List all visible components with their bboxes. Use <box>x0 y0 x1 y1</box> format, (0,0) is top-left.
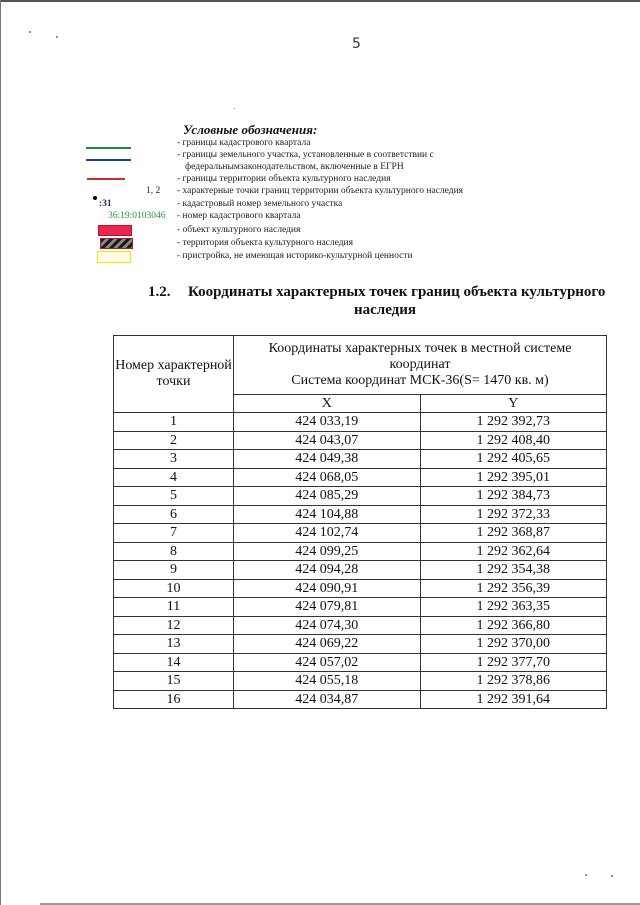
x-coordinate: 424 057,02 <box>234 653 421 672</box>
point-number: 12 <box>114 616 234 635</box>
point-number: 10 <box>114 579 234 598</box>
point-number-header: Номер характерной точки <box>114 336 234 413</box>
y-coordinate: 1 292 377,70 <box>420 653 607 672</box>
cadastral-quarter-label: 36:19:0103046 <box>108 211 166 221</box>
x-coordinate: 424 074,30 <box>234 616 421 635</box>
point-number: 1 <box>114 413 234 432</box>
point-dot-icon <box>93 196 97 200</box>
group-header-line2: координат <box>389 357 451 372</box>
y-coordinate: 1 292 395,01 <box>420 468 607 487</box>
scan-edge-top <box>0 0 640 2</box>
group-header-line1: Координаты характерных точек в местной системе <box>268 341 572 356</box>
table-row <box>114 598 607 617</box>
y-coordinate: 1 292 354,38 <box>420 561 607 580</box>
legend-item-text: - границы кадастрового квартала <box>177 138 311 148</box>
x-coordinate: 424 033,19 <box>234 413 421 432</box>
x-coordinate: 424 094,28 <box>234 561 421 580</box>
section-title-line1: Координаты характерных точек границ объекта культурного <box>188 284 606 300</box>
table-row <box>114 505 607 524</box>
point-number: 14 <box>114 653 234 672</box>
table-row <box>114 524 607 543</box>
table-row <box>114 579 607 598</box>
x-column-header: X <box>234 395 421 413</box>
point-number: 11 <box>114 598 234 617</box>
y-coordinate: 1 292 408,40 <box>420 431 607 450</box>
point-numbers-label: 1, 2 <box>146 186 161 196</box>
point-number: 8 <box>114 542 234 561</box>
table-row <box>114 672 607 691</box>
legend-item-text: - территория объекта культурного наследия <box>177 238 353 248</box>
table-row <box>114 653 607 672</box>
legend-item-text: - границы земельного участка, установленные в соответствии с <box>177 150 434 160</box>
point-number: 3 <box>114 450 234 469</box>
point-number: 6 <box>114 505 234 524</box>
coordinates-table <box>113 335 607 709</box>
x-coordinate: 424 090,91 <box>234 579 421 598</box>
section-number: 1.2. <box>148 284 171 300</box>
scan-speck <box>611 875 613 877</box>
x-coordinate: 424 043,07 <box>234 431 421 450</box>
y-column-header: Y <box>420 395 607 413</box>
y-coordinate: 1 292 366,80 <box>420 616 607 635</box>
table-row <box>114 690 607 709</box>
point-number: 16 <box>114 690 234 709</box>
point-number: 4 <box>114 468 234 487</box>
y-coordinate: 1 292 363,35 <box>420 598 607 617</box>
point-number: 15 <box>114 672 234 691</box>
heritage-object-swatch <box>98 225 132 236</box>
y-coordinate: 1 292 405,65 <box>420 450 607 469</box>
y-coordinate: 1 292 384,73 <box>420 487 607 506</box>
scan-speck <box>56 36 58 38</box>
y-coordinate: 1 292 392,73 <box>420 413 607 432</box>
legend-item-text: - кадастровый номер земельного участка <box>177 199 343 209</box>
point-number: 13 <box>114 635 234 654</box>
y-coordinate: 1 292 370,00 <box>420 635 607 654</box>
table-row <box>114 616 607 635</box>
legend-title: Условные обозначения: <box>183 122 318 137</box>
x-coordinate: 424 049,38 <box>234 450 421 469</box>
table-row <box>114 487 607 506</box>
section-title-line2: наследия <box>353 302 417 318</box>
y-coordinate: 1 292 372,33 <box>420 505 607 524</box>
red-line-swatch <box>87 178 125 180</box>
page-number: 5 <box>352 36 361 52</box>
x-coordinate: 424 079,81 <box>234 598 421 617</box>
scan-edge-left <box>0 0 1 905</box>
y-coordinate: 1 292 391,64 <box>420 690 607 709</box>
x-coordinate: 424 099,25 <box>234 542 421 561</box>
group-header-line3: Система координат МСК-36(S= 1470 кв. м) <box>291 373 549 388</box>
coordinates-group-header <box>234 336 607 395</box>
cadastral-parcel-label: :31 <box>99 199 112 209</box>
point-number: 2 <box>114 431 234 450</box>
annex-yellow-swatch <box>97 251 131 263</box>
scan-speck <box>234 108 235 109</box>
x-coordinate: 424 069,22 <box>234 635 421 654</box>
y-coordinate: 1 292 362,64 <box>420 542 607 561</box>
x-coordinate: 424 102,74 <box>234 524 421 543</box>
legend-item-text: федеральнымзаконодательством, включенные в ЕГРН <box>185 162 404 172</box>
table-row <box>114 468 607 487</box>
point-number: 7 <box>114 524 234 543</box>
table-row <box>114 431 607 450</box>
legend-item-text: - границы территории объекта культурного наследия <box>177 174 391 184</box>
x-coordinate: 424 055,18 <box>234 672 421 691</box>
scan-speck <box>29 31 31 33</box>
blue-line-swatch <box>86 159 131 161</box>
legend-item-text: - пристройка, не имеющая историко-культурной ценности <box>177 251 413 261</box>
x-coordinate: 424 085,29 <box>234 487 421 506</box>
table-row <box>114 450 607 469</box>
table-row <box>114 542 607 561</box>
y-coordinate: 1 292 368,87 <box>420 524 607 543</box>
point-number: 5 <box>114 487 234 506</box>
y-coordinate: 1 292 378,86 <box>420 672 607 691</box>
table-row <box>114 635 607 654</box>
scan-speck <box>585 874 587 876</box>
table-row <box>114 413 607 432</box>
legend-item-text: - характерные точки границ территории объекта культурного наследия <box>177 186 464 196</box>
x-coordinate: 424 034,87 <box>234 690 421 709</box>
y-coordinate: 1 292 356,39 <box>420 579 607 598</box>
point-number: 9 <box>114 561 234 580</box>
table-row <box>114 561 607 580</box>
heritage-territory-hatched-swatch <box>100 238 133 249</box>
x-coordinate: 424 104,88 <box>234 505 421 524</box>
legend-item-text: - номер кадастрового квартала <box>177 211 301 221</box>
legend-item-text: - объект культурного наследия <box>177 225 301 235</box>
green-line-swatch <box>86 147 131 149</box>
x-coordinate: 424 068,05 <box>234 468 421 487</box>
